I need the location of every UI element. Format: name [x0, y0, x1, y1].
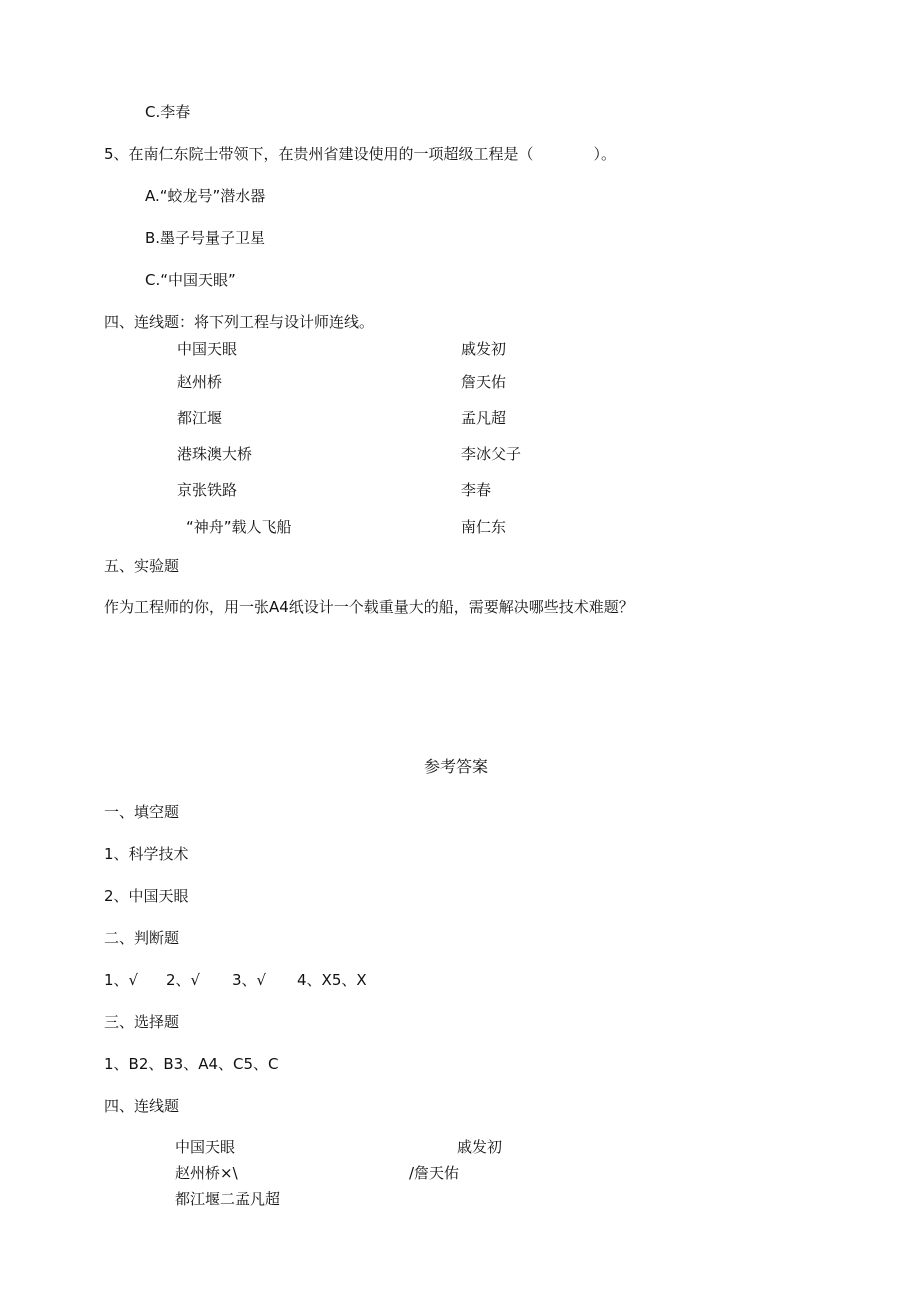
q5-option-c: C.“中国天眼”	[145, 271, 236, 289]
match-designer: 李冰父子	[461, 445, 522, 463]
answers-judge-3: 3、√	[232, 971, 267, 989]
match-project: “神舟”载人飞船	[186, 518, 292, 536]
answers-judge-2: 2、√	[166, 971, 201, 989]
answers-match-left-1: 中国天眼	[175, 1138, 236, 1156]
section4-heading: 四、连线题：将下列工程与设计师连线。	[104, 313, 375, 331]
match-project: 中国天眼	[177, 340, 238, 358]
answers-title: 参考答案	[424, 757, 489, 776]
answers-match-left-2: 赵州桥×\	[175, 1164, 238, 1182]
answers-choice-heading: 三、选择题	[104, 1013, 180, 1031]
match-designer: 戚发初	[461, 340, 507, 358]
answers-choice-line: 1、B2、B3、A4、C5、C	[104, 1055, 279, 1073]
match-project: 都江堰	[177, 409, 223, 427]
answers-match-right-1: 戚发初	[457, 1138, 503, 1156]
answers-match-heading: 四、连线题	[104, 1097, 180, 1115]
answers-judge-1: 1、√	[104, 971, 139, 989]
q5-option-b: B.墨子号量子卫星	[145, 229, 266, 247]
answers-match-left-3: 都江堰二孟凡超	[175, 1190, 281, 1208]
match-project: 港珠澳大桥	[177, 445, 253, 463]
answers-match-right-2: /詹天佑	[409, 1164, 460, 1182]
match-designer: 詹天佑	[461, 373, 507, 391]
match-project: 京张铁路	[177, 481, 238, 499]
answers-fill-2: 2、中国天眼	[104, 887, 189, 905]
answers-fill-heading: 一、填空题	[104, 803, 180, 821]
q4-option-c: C.李春	[145, 103, 191, 121]
q5-option-a: A.“蛟龙号”潜水器	[145, 187, 266, 205]
answers-fill-1: 1、科学技术	[104, 845, 189, 863]
section5-heading: 五、实验题	[104, 557, 180, 575]
match-designer: 李春	[461, 481, 492, 499]
match-designer: 南仁东	[461, 518, 507, 536]
match-project: 赵州桥	[177, 373, 223, 391]
section5-question: 作为工程师的你，用一张A4纸设计一个载重量大的船，需要解决哪些技术难题？	[104, 598, 634, 616]
answers-judge-heading: 二、判断题	[104, 929, 180, 947]
q5-question: 5、在南仁东院士带领下，在贵州省建设使用的一项超级工程是（ ）。	[104, 145, 617, 163]
answers-judge-45: 4、X5、X	[297, 971, 367, 989]
match-designer: 孟凡超	[461, 409, 507, 427]
